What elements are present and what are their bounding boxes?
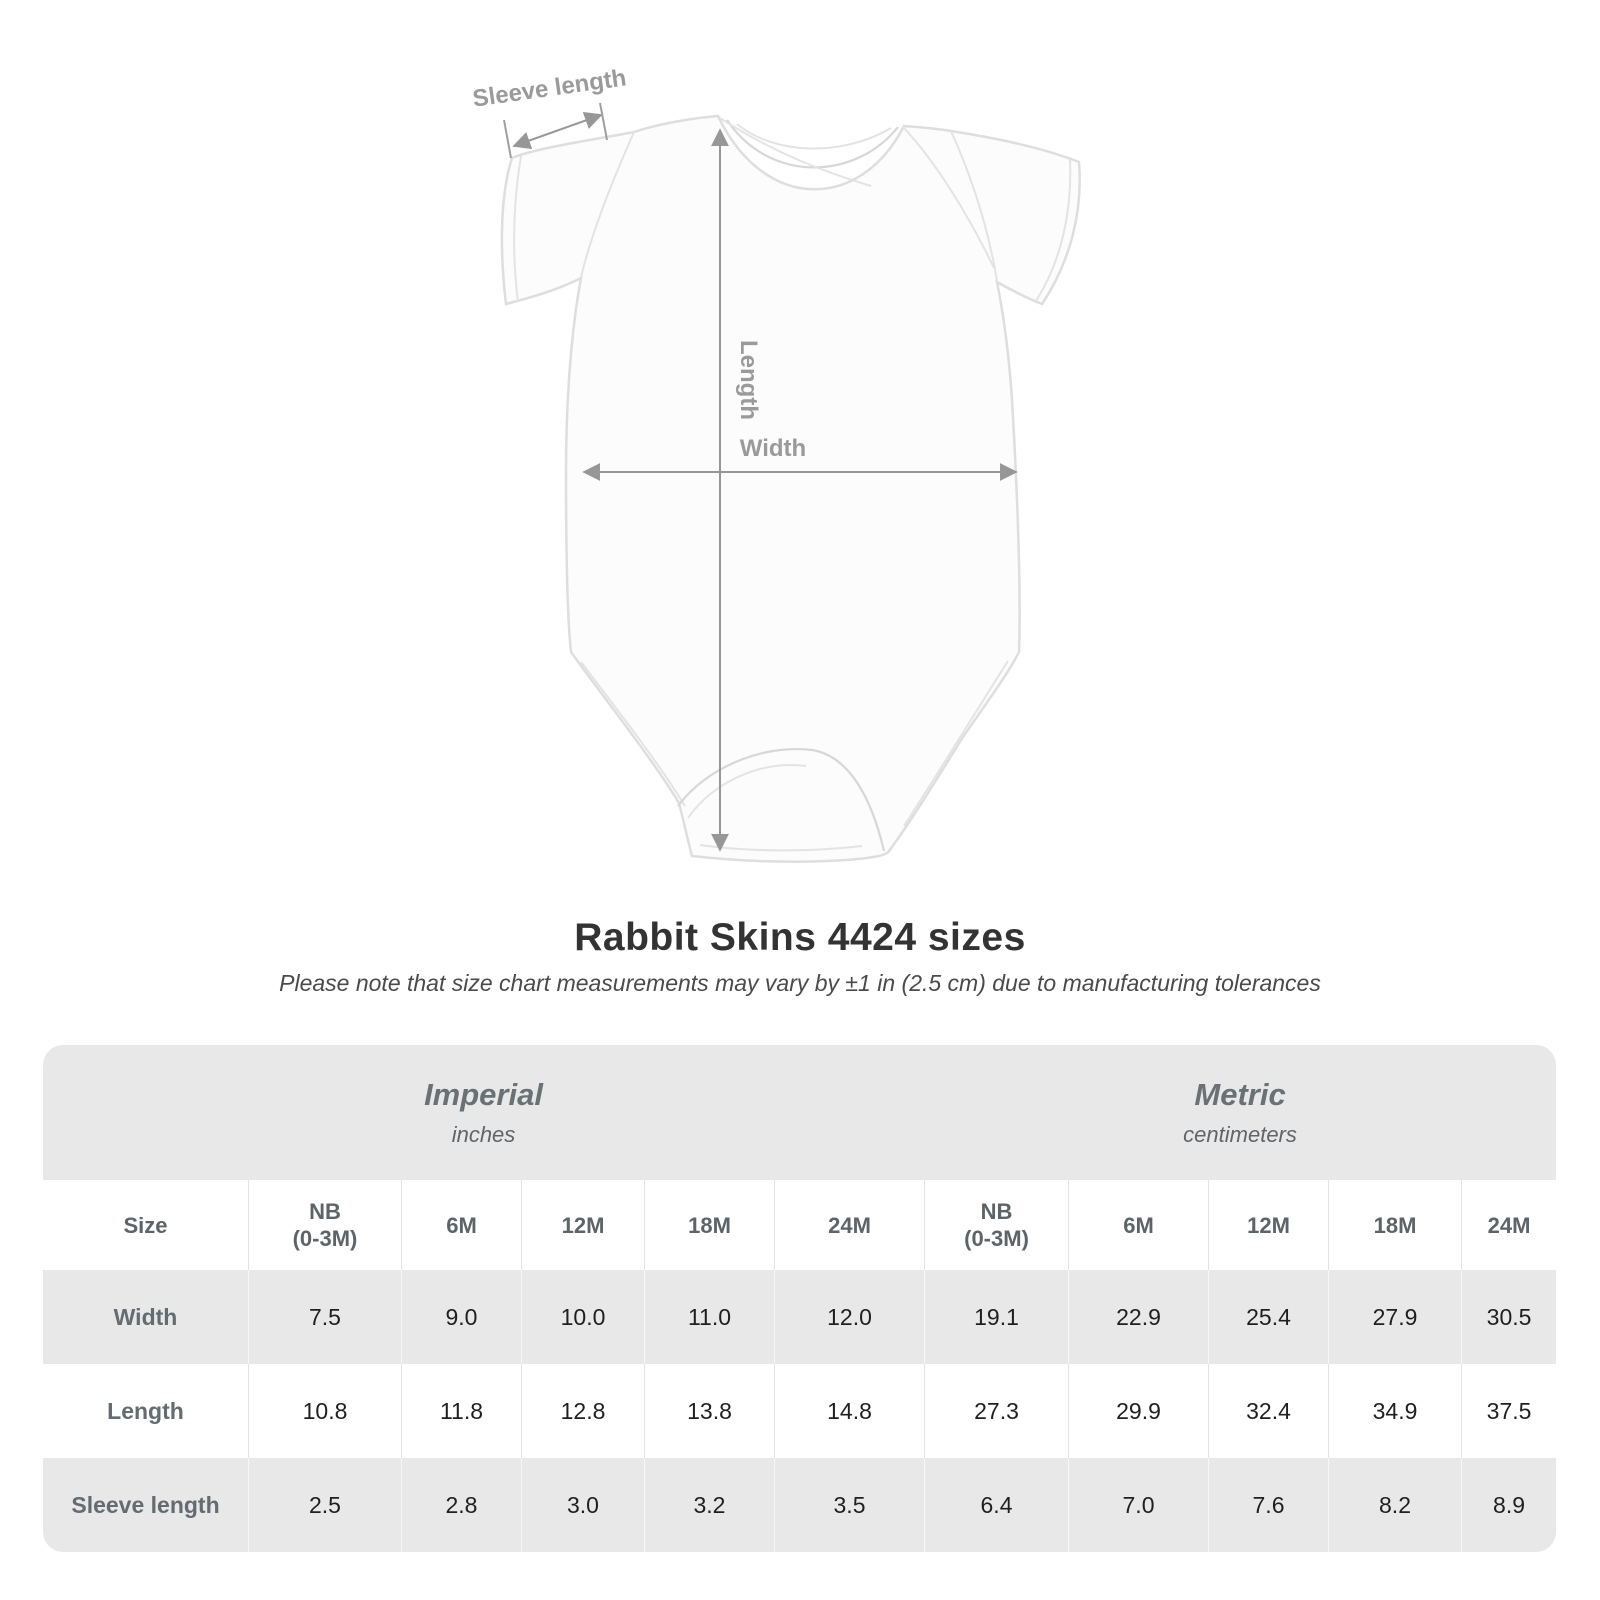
imperial-label: Imperial <box>424 1077 543 1112</box>
size-value-cell: 7.6 <box>1208 1458 1328 1552</box>
table-row-sleeve-length <box>43 1458 1556 1552</box>
size-value-cell: 10.0 <box>521 1270 644 1364</box>
size-value-cell: 13.8 <box>644 1364 774 1458</box>
column-header-6m-metric <box>1068 1180 1208 1270</box>
imperial-unit-group <box>43 1045 924 1180</box>
column-header-size <box>43 1180 248 1270</box>
table-row-length <box>43 1364 1556 1458</box>
column-header-label: 18M <box>688 1212 731 1238</box>
size-value-cell: 29.9 <box>1068 1364 1208 1458</box>
size-value-cell: 37.5 <box>1461 1364 1556 1458</box>
column-header-label: NB <box>309 1199 341 1224</box>
metric-label: Metric <box>1194 1077 1286 1112</box>
size-value-cell: 3.0 <box>521 1458 644 1552</box>
size-value-cell: 8.9 <box>1461 1458 1556 1552</box>
column-header-label: 24M <box>1487 1212 1531 1238</box>
size-value-cell: 27.3 <box>924 1364 1068 1458</box>
column-header-24m-imperial <box>774 1180 924 1270</box>
size-value-cell: 27.9 <box>1328 1270 1461 1364</box>
size-value-cell: 9.0 <box>401 1270 521 1364</box>
width-label: Width <box>739 435 807 462</box>
size-value-cell: 6.4 <box>924 1458 1068 1552</box>
row-label: Length <box>43 1364 248 1458</box>
size-value-cell: 3.5 <box>774 1458 924 1552</box>
size-value-cell: 11.8 <box>401 1364 521 1458</box>
onesie-illustration <box>502 116 1080 862</box>
size-value-cell: 7.5 <box>248 1270 401 1364</box>
column-header-row <box>43 1180 1556 1270</box>
size-value-cell: 32.4 <box>1208 1364 1328 1458</box>
size-value-cell: 8.2 <box>1328 1458 1461 1552</box>
column-header-18m-metric <box>1328 1180 1461 1270</box>
size-value-cell: 34.9 <box>1328 1364 1461 1458</box>
page-title: Rabbit Skins 4424 sizes <box>574 916 1026 959</box>
column-header-label: 24M <box>828 1212 871 1238</box>
row-label: Width <box>43 1270 248 1364</box>
size-value-cell: 30.5 <box>1461 1270 1556 1364</box>
size-value-cell: 12.8 <box>521 1364 644 1458</box>
tolerance-note: Please note that size chart measurements may vary by ±1 in (2.5 cm) due to manufacturing tolerances <box>279 970 1321 996</box>
metric-unit-label: centimeters <box>1183 1122 1297 1147</box>
sleeve-length-tick-left <box>504 120 511 158</box>
column-header-label: NB <box>980 1199 1013 1224</box>
table-row-width <box>43 1270 1556 1364</box>
size-table <box>43 1045 1556 1552</box>
size-table-container <box>43 1045 1556 1552</box>
neckline-back-seam <box>737 124 891 149</box>
column-header-label: Size <box>123 1212 168 1238</box>
imperial-unit-label: inches <box>451 1122 516 1147</box>
size-value-cell: 2.5 <box>248 1458 401 1552</box>
size-value-cell: 14.8 <box>774 1364 924 1458</box>
column-header-label: 18M <box>1373 1212 1417 1238</box>
column-header-sublabel: (0-3M) <box>964 1226 1029 1251</box>
column-header-6m-imperial <box>401 1180 521 1270</box>
column-header-sublabel: (0-3M) <box>292 1226 358 1251</box>
column-header-nb-metric <box>924 1180 1068 1270</box>
column-header-label: 6M <box>1123 1212 1154 1238</box>
column-header-label: 12M <box>1247 1212 1290 1238</box>
size-value-cell: 7.0 <box>1068 1458 1208 1552</box>
size-value-cell: 11.0 <box>644 1270 774 1364</box>
metric-unit-group <box>924 1045 1556 1180</box>
sleeve-length-label: Sleeve length <box>471 64 629 113</box>
size-value-cell: 2.8 <box>401 1458 521 1552</box>
size-value-cell: 3.2 <box>644 1458 774 1552</box>
column-header-24m-metric <box>1461 1180 1556 1270</box>
size-value-cell: 19.1 <box>924 1270 1068 1364</box>
length-label: Length <box>735 340 762 420</box>
column-header-label: 12M <box>561 1212 605 1238</box>
column-header-nb-imperial <box>248 1180 401 1270</box>
column-header-12m-imperial <box>521 1180 644 1270</box>
sleeve-length-tick-right <box>600 103 607 140</box>
neckband-seam <box>727 120 898 167</box>
column-header-12m-metric <box>1208 1180 1328 1270</box>
unit-group-row <box>43 1045 1556 1180</box>
row-label: Sleeve length <box>43 1458 248 1552</box>
size-value-cell: 10.8 <box>248 1364 401 1458</box>
column-header-label: 6M <box>446 1212 477 1238</box>
size-value-cell: 25.4 <box>1208 1270 1328 1364</box>
size-value-cell: 12.0 <box>774 1270 924 1364</box>
size-value-cell: 22.9 <box>1068 1270 1208 1364</box>
column-header-18m-imperial <box>644 1180 774 1270</box>
